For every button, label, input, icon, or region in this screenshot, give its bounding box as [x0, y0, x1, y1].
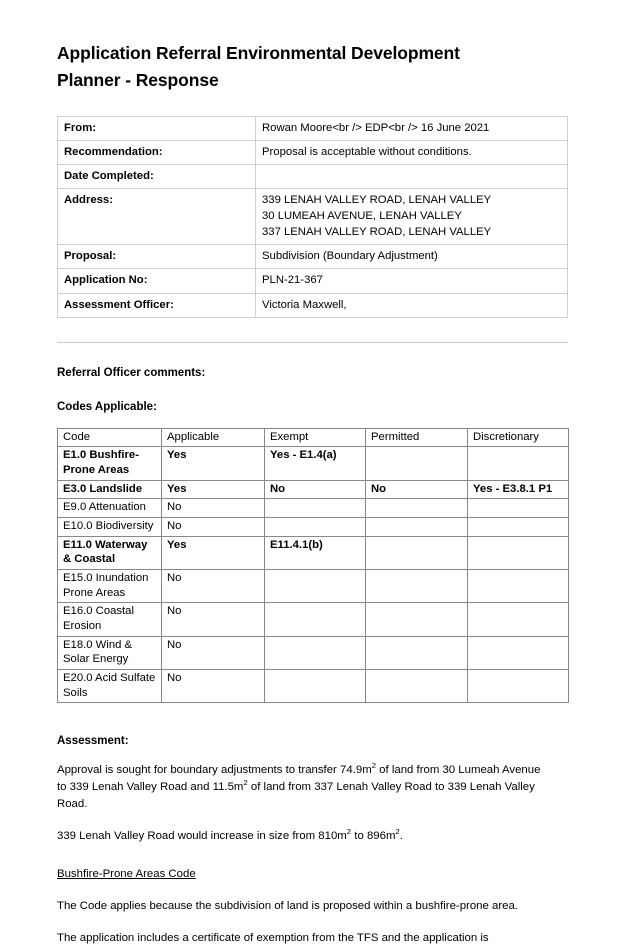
cell-applicable: No	[162, 499, 265, 518]
table-row	[58, 536, 569, 569]
cell-code: E18.0 Wind & Solar Energy	[58, 636, 162, 669]
cell-permitted	[366, 636, 468, 669]
table-row	[58, 269, 568, 293]
cell-exempt	[265, 669, 366, 702]
table-row	[58, 517, 569, 536]
cell-applicable: Yes	[162, 447, 265, 480]
text-fragment: Approval is sought for boundary adjustments to transfer 74.9m	[57, 764, 372, 777]
cell-code: E15.0 Inundation Prone Areas	[58, 569, 162, 602]
column-header-permitted: Permitted	[366, 428, 468, 447]
cell-applicable: No	[162, 517, 265, 536]
text-fragment: of land from 337 Lenah Valley Road to 339 Lenah Valley Road.	[57, 781, 535, 810]
cell-exempt: No	[265, 480, 366, 499]
cell-permitted	[366, 499, 468, 518]
application-info-table	[57, 116, 568, 317]
table-row	[58, 189, 568, 245]
cell-applicable: No	[162, 669, 265, 702]
cell-exempt	[265, 569, 366, 602]
codes-table-body	[58, 428, 569, 703]
cell-discretionary	[468, 499, 569, 518]
cell-code: E11.0 Waterway & Coastal	[58, 536, 162, 569]
table-header-row	[58, 428, 569, 447]
column-header-code: Code	[58, 428, 162, 447]
cell-code: E1.0 Bushfire-Prone Areas	[58, 447, 162, 480]
cell-code: E3.0 Landslide	[58, 480, 162, 499]
bushfire-prone-areas-code-heading: Bushfire-Prone Areas Code	[57, 868, 196, 881]
bushfire-paragraph-2: The application includes a certificate of exemption from the TFS and the application is	[57, 931, 489, 944]
cell-permitted	[366, 569, 468, 602]
referral-officer-comments-heading: Referral Officer comments:	[57, 366, 206, 379]
assessment-paragraph-1	[57, 762, 551, 812]
table-row	[58, 603, 569, 636]
cell-permitted	[366, 517, 468, 536]
cell-discretionary	[468, 636, 569, 669]
table-row	[58, 141, 568, 165]
text-fragment: of land from 30 Lumeah Avenue to 339 Lenah Valley Road and 11.5m	[57, 764, 541, 794]
column-header-discretionary: Discretionary	[468, 428, 569, 447]
cell-applicable: Yes	[162, 536, 265, 569]
assessment-heading: Assessment:	[57, 735, 129, 748]
cell-discretionary	[468, 536, 569, 569]
table-row	[58, 117, 568, 141]
info-label-recommendation: Recommendation:	[58, 141, 256, 165]
address-line: 30 LUMEAH AVENUE, LENAH VALLEY	[262, 210, 462, 223]
cell-permitted: No	[366, 480, 468, 499]
assessment-paragraph-2	[57, 828, 551, 845]
cell-discretionary: Yes - E3.8.1 P1	[468, 480, 569, 499]
codes-applicable-table	[57, 428, 569, 704]
table-row	[58, 669, 569, 702]
cell-code: E20.0 Acid Sulfate Soils	[58, 669, 162, 702]
info-table-body	[58, 117, 568, 317]
info-label-address: Address:	[58, 189, 256, 245]
cell-code: E9.0 Attenuation	[58, 499, 162, 518]
codes-applicable-heading: Codes Applicable:	[57, 400, 157, 413]
address-line: 337 LENAH VALLEY ROAD, LENAH VALLEY	[262, 226, 492, 239]
cell-applicable: No	[162, 636, 265, 669]
column-header-exempt: Exempt	[265, 428, 366, 447]
cell-permitted	[366, 536, 468, 569]
address-line: 339 LENAH VALLEY ROAD, LENAH VALLEY	[262, 194, 492, 207]
cell-exempt: Yes - E1.4(a)	[265, 447, 366, 480]
cell-exempt	[265, 499, 366, 518]
cell-exempt	[265, 636, 366, 669]
cell-applicable: No	[162, 569, 265, 602]
text-fragment: to 896m	[351, 829, 396, 842]
cell-exempt	[265, 603, 366, 636]
text-fragment: 339 Lenah Valley Road would increase in size from 810m	[57, 829, 347, 842]
info-value-date-completed	[256, 165, 568, 189]
info-label-proposal: Proposal:	[58, 245, 256, 269]
cell-permitted	[366, 669, 468, 702]
cell-discretionary	[468, 669, 569, 702]
cell-exempt	[265, 517, 366, 536]
cell-exempt: E11.4.1(b)	[265, 536, 366, 569]
table-row	[58, 293, 568, 317]
table-row	[58, 636, 569, 669]
info-value-from: Rowan Moore<br /> EDP<br /> 16 June 2021	[256, 117, 568, 141]
table-row	[58, 480, 569, 499]
superscript-unit: 2	[395, 826, 400, 836]
cell-code: E10.0 Biodiversity	[58, 517, 162, 536]
cell-discretionary	[468, 447, 569, 480]
superscript-unit: 2	[243, 778, 248, 788]
info-value-address	[256, 189, 568, 245]
info-label-application-no: Application No:	[58, 269, 256, 293]
section-divider	[57, 342, 568, 343]
info-value-recommendation: Proposal is acceptable without conditions.	[256, 141, 568, 165]
table-row	[58, 499, 569, 518]
cell-discretionary	[468, 569, 569, 602]
superscript-unit: 2	[346, 826, 352, 836]
table-row	[58, 245, 568, 269]
cell-code: E16.0 Coastal Erosion	[58, 603, 162, 636]
info-label-date-completed: Date Completed:	[58, 165, 256, 189]
info-value-proposal: Subdivision (Boundary Adjustment)	[256, 245, 568, 269]
text-fragment: .	[399, 829, 403, 842]
table-row	[58, 165, 568, 189]
cell-applicable: Yes	[162, 480, 265, 499]
table-row	[58, 569, 569, 602]
info-value-application-no: PLN-21-367	[256, 269, 568, 293]
cell-permitted	[366, 603, 468, 636]
cell-discretionary	[468, 603, 569, 636]
bushfire-paragraph-1: The Code applies because the subdivision of land is proposed within a bushfire-prone area.	[57, 900, 518, 913]
cell-applicable: No	[162, 603, 265, 636]
table-row	[58, 447, 569, 480]
info-label-assessment-officer: Assessment Officer:	[58, 293, 256, 317]
cell-permitted	[366, 447, 468, 480]
info-label-from: From:	[58, 117, 256, 141]
column-header-applicable: Applicable	[162, 428, 265, 447]
info-value-assessment-officer: Victoria Maxwell,	[256, 293, 568, 317]
cell-discretionary	[468, 517, 569, 536]
superscript-unit: 2	[371, 761, 376, 771]
page-title: Application Referral Environmental Development Planner - Response	[57, 43, 460, 91]
